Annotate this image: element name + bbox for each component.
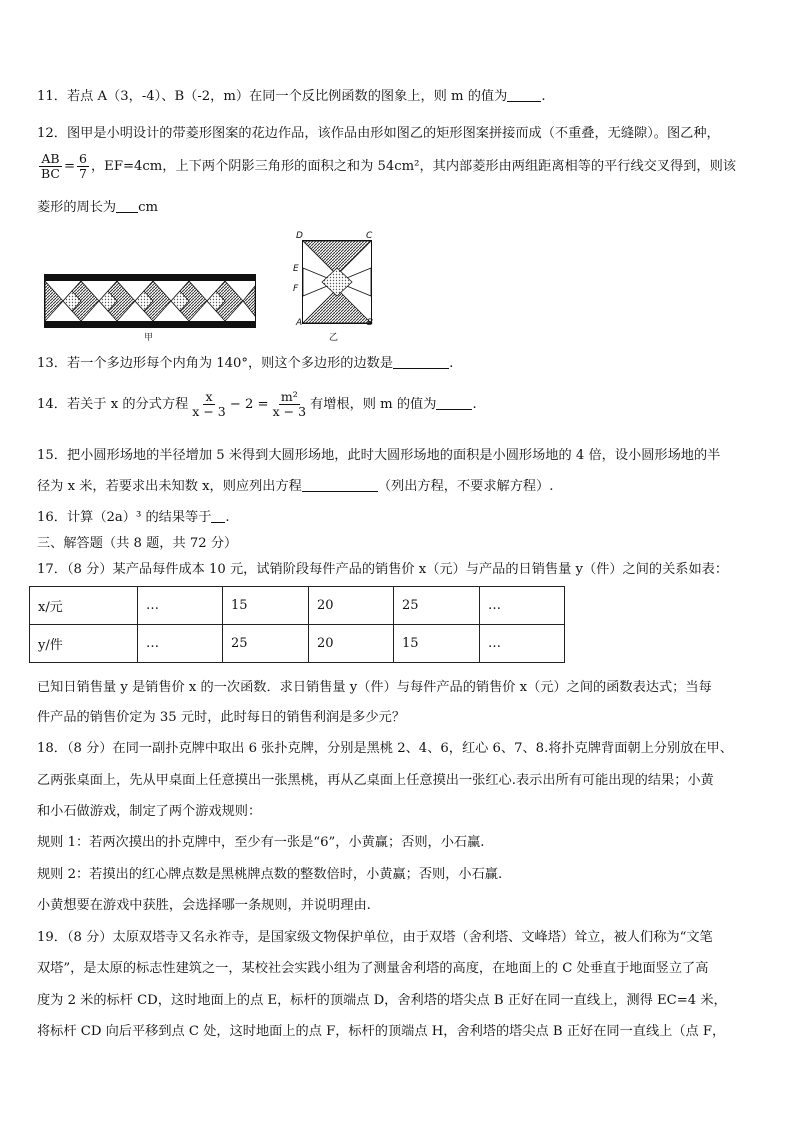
q17-table [29,586,565,663]
question-19-line3: 度为 2 米的标杆 CD，这时地面上的点 E，标杆的顶端点 D，舍利塔的塔尖点 B 正好在同一直线上，测得 EC=4 米， [37,993,727,1008]
answer-blank [116,199,138,213]
point-e: E [293,264,299,274]
table-row [30,625,565,663]
answer-blank [436,396,472,410]
answer-blank [211,509,225,523]
point-f: F [293,284,299,294]
answer-blank [507,88,541,102]
question-18-rule1: 规则 1：若两次摸出的扑克牌中，至少有一张是“6”，小黄赢；否则，小石赢. [37,835,485,850]
question-18-line2: 乙两张桌面上，先从甲桌面上任意摸出一张黑桃，再从乙桌面上任意摸出一张红心.表示出所有可能出现的结果；小黄 [37,773,714,788]
table-cell: 25 [394,587,480,625]
fraction-ab-bc: $\frac{AB}{BC}$ [41,151,60,181]
table-cell: y/件 [30,625,138,663]
table-cell: 15 [223,587,309,625]
point-a: A [296,318,303,328]
question-15-line2: 径为 x 米，若要求出未知数 x，则应列出方程 （列出方程，不要求解方程）. [37,479,554,494]
table-cell: 20 [309,587,394,625]
question-16: 16．计算（2a）³ 的结果等于 . [37,510,230,525]
answer-blank [302,478,378,492]
point-d: D [296,231,303,241]
fraction-x-over-x-minus-3: $\frac{x}{x - 3}$ [192,389,226,419]
point-b: B [367,318,374,328]
table-cell: 20 [309,625,394,663]
question-13: 13．若一个多边形每个内角为 140°，则这个多边形的边数是 . [37,356,454,371]
question-18-rule2: 规则 2：若摸出的红心牌点数是黑桃牌点数的整数倍时，小黄赢；否则，小石赢. [37,867,503,882]
question-19-line1: 19．（8 分）太原双塔寺又名永祚寺，是国家级文物保护单位，由于双塔（舍利塔、文峰塔）耸立，被人们称为“文笔 [37,930,713,945]
fraction-6-7: $\frac{6}{7}$ [79,151,87,181]
point-c: C [366,231,373,241]
table-row [30,587,565,625]
table-cell: 25 [223,625,309,663]
question-18-line3: 和小石做游戏，制定了两个游戏规则： [37,804,262,819]
question-12-line1: 12．图甲是小明设计的带菱形图案的花边作品，该作品由形如图乙的矩形图案拼接而成（不重叠，无缝隙）。图乙种， [37,126,720,141]
table-cell: 15 [394,625,480,663]
question-19-line2: 双塔”，是太原的标志性建筑之一，某校社会实践小组为了测量舍利塔的高度，在地面上的 C 处垂直于地面竖立了高 [37,961,709,976]
table-cell: … [480,625,565,663]
section-heading: 三、解答题（共 8 题，共 72 分） [37,536,238,551]
label-yi: 乙 [329,333,339,343]
question-17-line2: 已知日销售量 y 是销售价 x 的一次函数．求日销售量 y（件）与每件产品的销售价 x（元）之间的函数表达式；当每 [37,680,712,695]
table-cell: … [480,587,565,625]
question-15-line1: 15．把小圆形场地的半径增加 5 米得到大圆形场地，此时大圆形场地的面积是小圆形场地的 4 倍，设小圆形场地的半 [37,448,721,463]
question-17-line3: 件产品的销售价定为 35 元时，此时每日的销售利润是多少元？ [37,710,406,725]
question-19-line4: 将标杆 CD 向后平移到点 C 处，这时地面上的点 F，标杆的顶端点 H，舍利塔的塔尖点 B 正好在同一直线上（点 F， [37,1024,726,1039]
answer-blank [393,355,449,369]
question-18-line4: 小黄想要在游戏中获胜，会选择哪一条规则，并说明理由. [37,898,371,913]
question-11: 11．若点 A（3，-4）、B（-2，m）在同一个反比例函数的图象上，则 m 的值为 . [37,89,546,104]
table-cell: … [138,625,223,663]
figure-yi [302,240,372,324]
table-cell: … [138,587,223,625]
table-cell: x/元 [30,587,138,625]
question-12-line2: $\frac{AB}{BC}$ = $\frac{6}{7}$ ，EF=4cm，上下两个阴影三角形的面积之和为 54cm²，其内部菱形由两组距离相等的平行线交叉得到，则该 [41,151,736,181]
question-17-line1: 17．（8 分）某产品每件成本 10 元，试销阶段每件产品的销售价 x（元）与产品的日销售量 y（件）之间的关系如表： [37,562,729,577]
question-12-line3: 菱形的周长为 cm [37,200,159,215]
label-jia: 甲 [144,333,154,343]
question-14: 14．若关于 x 的分式方程 $\frac{x}{x - 3}$ − 2 = $\frac{\text{m²}}{x - 3}$ 有增根，则 m 的值为 . [37,389,477,419]
question-18-line1: 18．（8 分）在同一副扑克牌中取出 6 张扑克牌，分别是黑桃 2、4、6，红心 6、7、8.将扑克牌背面朝上分别放在甲、 [37,741,733,756]
fraction-m2-over-x-minus-3: $\frac{\text{m²}}{x - 3}$ [272,389,307,419]
figure-jia [44,274,256,328]
